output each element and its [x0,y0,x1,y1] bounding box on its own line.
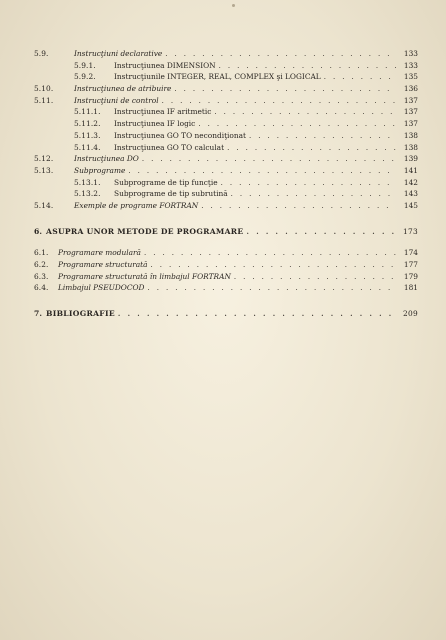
toc-entry-5-9-2 [34,71,418,83]
toc-entry-5-11-1 [34,106,418,118]
toc-number: 5.13.2. [74,189,101,199]
dot-leader [147,283,396,295]
toc-number: 6. [34,226,43,236]
spacer [34,237,418,247]
toc-entry-5-10 [34,83,418,95]
dot-leader [118,308,396,320]
toc-page: 141 [403,165,418,175]
toc-number: 5.11.4. [74,142,101,152]
toc-number: 5.9.1. [74,60,96,70]
page-speck [232,4,235,7]
toc-page: 179 [403,271,418,281]
toc-page: 139 [403,154,418,164]
toc-number: 6.4. [34,283,49,293]
toc-number: 5.11.1. [74,107,101,117]
spacer [34,212,418,226]
toc-page: 135 [403,72,418,82]
toc-entry-6-2 [34,259,418,271]
toc-number: 6.3. [34,271,49,281]
toc-entry-5-11 [34,95,418,107]
toc-page: 145 [403,200,418,210]
toc-title: Exemple de programe FORTRAN [74,200,199,210]
toc-title: Limbajul PSEUDOCOD [58,283,145,293]
spacer [34,294,418,308]
toc-entry-5-13-1 [34,177,418,189]
toc-title: Instrucţiunea de atribuire [74,84,172,94]
dot-leader [201,201,396,213]
toc-page: 138 [403,130,418,140]
toc-entry-5-11-4 [34,142,418,154]
toc-number: 5.14. [34,200,54,210]
toc-number: 6.1. [34,248,49,258]
toc-page: 138 [403,142,418,152]
toc-page: 173 [402,226,418,236]
toc-page: 143 [403,189,418,199]
toc-page: 137 [403,119,418,129]
toc-title: Instrucţiunile INTEGER, REAL, COMPLEX şi LOGICAL [114,72,321,82]
toc-title: Programare modulară [58,248,141,258]
toc-title: Subprograme de tip subrutină [114,189,228,199]
toc-number: 5.13. [34,165,54,175]
toc-title: Instrucţiunea DIMENSION [114,60,216,70]
toc-page: 177 [403,260,418,269]
toc-number: 5.13.1. [74,177,101,187]
toc-title: Instrucţiuni de control [74,95,159,105]
toc-entry-5-12 [34,153,418,165]
toc-title: Instrucţiunea GO TO calculat [114,142,225,152]
toc-entry-5-11-2 [34,118,418,130]
toc-entry-5-9-1 [34,60,418,72]
toc-entry-6-3 [34,271,418,283]
toc-entry-5-13-2 [34,188,418,200]
toc-title: BIBLIOGRAFIE [46,309,115,319]
toc-page: 137 [403,107,418,117]
toc-title: Programare structurată în limbajul FORTRAN [58,271,231,281]
toc-title: Instrucţiunea IF logic [114,119,196,129]
toc-number: 5.9.2. [74,72,96,82]
toc-number: 5.11. [34,95,54,105]
toc-entry-6-4 [34,282,418,294]
toc-entry-6-1 [34,247,418,259]
toc-page: 181 [403,283,418,293]
toc-number: 5.11.3. [74,130,101,140]
toc-page: 209 [402,309,418,319]
toc-number: 7. [34,309,43,319]
toc-page: 137 [403,95,418,105]
table-of-contents [34,48,418,320]
toc-title: Instrucţiunea IF aritmetic [114,107,212,117]
toc-number: 5.11.2. [74,119,101,129]
toc-page: 174 [403,248,418,258]
toc-title: Instrucţiunea GO TO necondiţionat [114,130,247,140]
toc-title: Instrucţiunea DO [74,154,139,164]
toc-title: Instrucţiuni declarative [74,49,163,58]
toc-number: 5.10. [34,84,54,94]
toc-title: Subprograme de tip funcţie [114,177,218,187]
toc-title: Programare structurată [58,260,148,269]
toc-entry-5-14 [34,200,418,212]
toc-chapter-7 [34,308,418,320]
toc-entry-5-9 [34,48,418,60]
toc-chapter-6 [34,226,418,238]
toc-page: 142 [403,177,418,187]
toc-page: 136 [403,84,418,94]
toc-entry-5-11-3 [34,130,418,142]
toc-number: 5.9. [34,49,49,58]
dot-leader [247,226,396,238]
toc-title: ASUPRA UNOR METODE DE PROGRAMARE [46,226,244,236]
toc-page: 133 [403,60,418,70]
toc-number: 5.12. [34,154,54,164]
toc-entry-5-13 [34,165,418,177]
toc-title: Subprograme [74,165,126,175]
toc-page: 133 [403,49,418,58]
toc-number: 6.2. [34,260,49,269]
